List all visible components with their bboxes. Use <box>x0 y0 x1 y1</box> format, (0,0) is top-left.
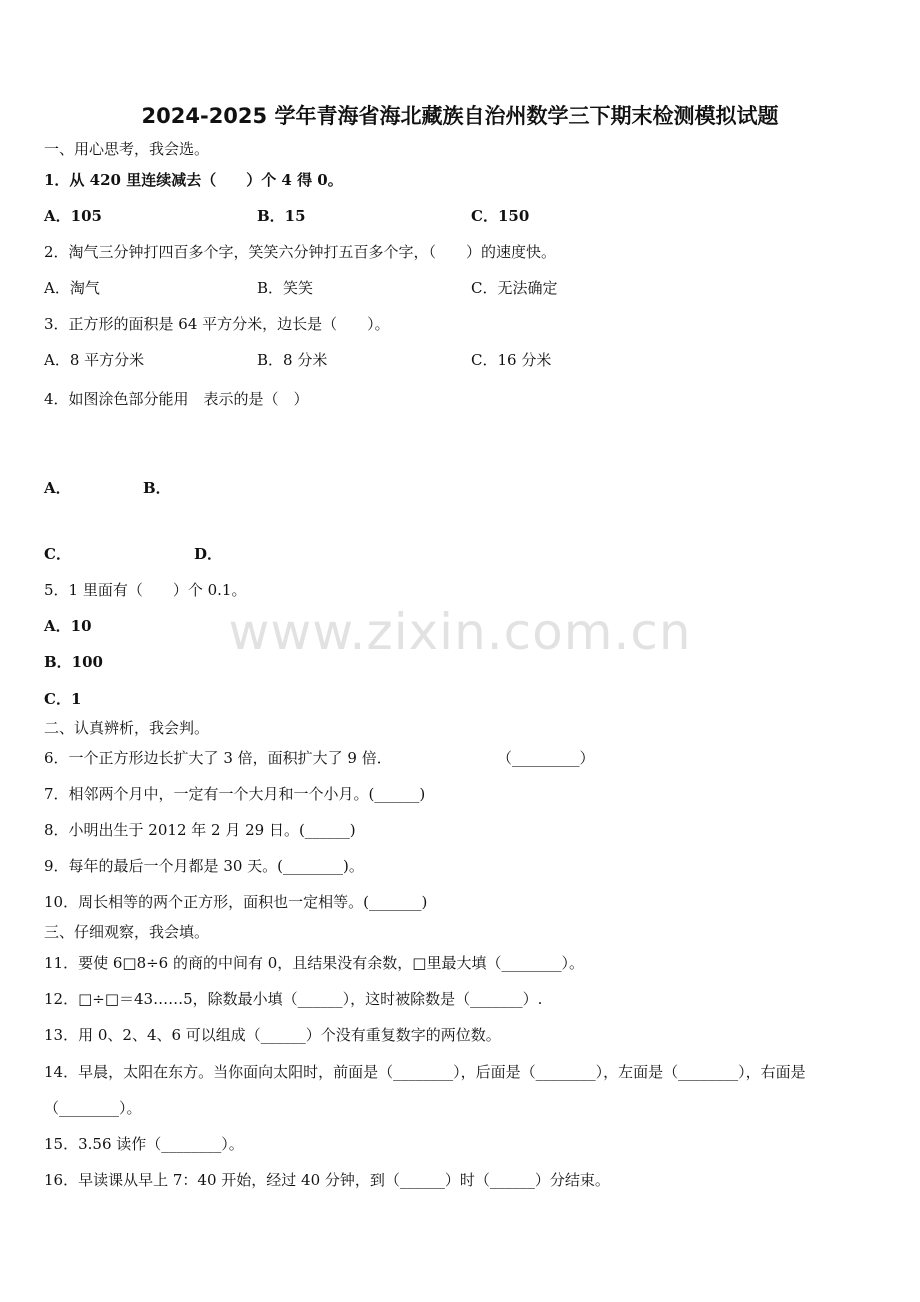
q4-option-a: A． <box>44 479 71 497</box>
question-6: 6．一个正方形边长扩大了 3 倍，面积扩大了 9 倍． <box>44 749 392 767</box>
question-11: 11．要使 6□8÷6 的商的中间有 0，且结果没有余数，□里最大填（________）。 <box>44 954 584 972</box>
q1-option-c: C．150 <box>471 207 530 225</box>
question-10: 10．周长相等的两个正方形，面积也一定相等。(_______) <box>44 893 428 911</box>
question-9: 9．每年的最后一个月都是 30 天。(________)。 <box>44 857 364 875</box>
q4-option-d: D． <box>194 545 223 563</box>
question-15: 15．3.56 读作（________）。 <box>44 1135 244 1153</box>
q2-option-b: B．笑笑 <box>257 279 314 297</box>
page-title: 2024-2025 学年青海省海北藏族自治州数学三下期末检测模拟试题 <box>141 104 779 128</box>
question-12: 12．□÷□＝43……5，除数最小填（______），这时被除数是（_______）. <box>44 990 543 1008</box>
question-7: 7．相邻两个月中，一定有一个大月和一个小月。(______) <box>44 785 426 803</box>
q3-option-c: C．16 分米 <box>471 351 552 369</box>
question-14-line-2: （________）。 <box>44 1099 142 1117</box>
question-2: 2．淘气三分钟打四百多个字，笑笑六分钟打五百多个字，（ ）的速度快。 <box>44 243 557 261</box>
question-8: 8．小明出生于 2012 年 2 月 29 日。(______) <box>44 821 356 839</box>
q3-option-b: B．8 分米 <box>257 351 328 369</box>
q1-option-b: B．15 <box>257 207 306 225</box>
question-5: 5．1 里面有（ ）个 0.1。 <box>44 581 247 599</box>
watermark: www.zixin.com.cn <box>228 603 692 661</box>
question-3: 3．正方形的面积是 64 平方分米，边长是（ ）。 <box>44 315 390 333</box>
question-4: 4．如图涂色部分能用 表示的是（ ） <box>44 390 309 408</box>
q5-option-c: C．1 <box>44 690 82 708</box>
q5-option-a: A．10 <box>44 617 92 635</box>
q3-option-a: A．8 平方分米 <box>44 351 145 369</box>
section-heading-choice: 一、用心思考，我会选。 <box>44 140 210 158</box>
q4-option-c: C． <box>44 545 71 563</box>
question-1: 1．从 420 里连续减去（ ）个 4 得 0。 <box>44 171 343 189</box>
question-16: 16．早读课从早上 7：40 开始，经过 40 分钟，到（______）时（______）分结束。 <box>44 1171 610 1189</box>
q2-option-a: A．淘气 <box>44 279 100 297</box>
q5-option-b: B．100 <box>44 653 103 671</box>
q4-option-b: B． <box>143 479 171 497</box>
q1-option-a: A．105 <box>44 207 102 225</box>
section-heading-fill: 三、仔细观察，我会填。 <box>44 923 210 941</box>
question-14-line-1: 14．早晨，太阳在东方。当你面向太阳时，前面是（________），后面是（________），左面是（________），右面是 <box>44 1063 806 1081</box>
section-heading-judge: 二、认真辨析，我会判。 <box>44 719 210 737</box>
question-13: 13．用 0、2、4、6 可以组成（______）个没有重复数字的两位数。 <box>44 1026 501 1044</box>
q6-answer-blank: （_________） <box>497 749 595 767</box>
q2-option-c: C．无法确定 <box>471 279 558 297</box>
